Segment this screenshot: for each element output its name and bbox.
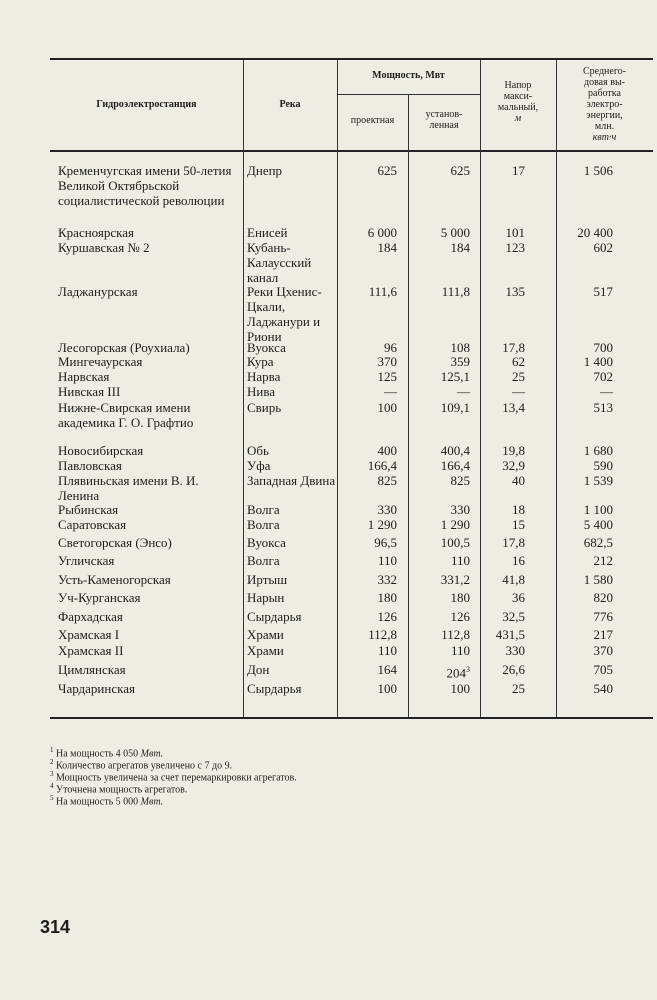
river-name: Западная Двина <box>247 473 336 488</box>
power-installed-value: 204 <box>446 665 466 681</box>
station-name: Нивская III <box>58 384 121 399</box>
footnote-unit: Мвт. <box>140 796 164 808</box>
head-max: 25 <box>512 681 525 696</box>
header-energy-line: квт·ч <box>592 132 617 143</box>
head-max: 431,5 <box>495 627 525 642</box>
header-energy-line: довая вы- <box>584 77 625 88</box>
station-name: Нарвская <box>58 369 110 384</box>
station-name: Куршавская № 2 <box>58 240 150 255</box>
power-design: 370 <box>377 354 397 369</box>
footnote-mark: 3 <box>50 770 54 778</box>
river-name: Днепр <box>247 163 283 178</box>
power-design: 180 <box>377 590 397 605</box>
river-name: Енисей <box>247 225 288 240</box>
power-design: 164 <box>377 662 397 677</box>
col-divider-3 <box>408 95 409 717</box>
head-max: 32,9 <box>502 458 525 473</box>
head-max: 135 <box>505 284 525 299</box>
header-head-line: макси- <box>503 91 533 102</box>
power-installed: 5 000 <box>440 225 470 240</box>
power-design: 100 <box>377 681 397 696</box>
head-max: 16 <box>512 553 525 568</box>
energy-output: 776 <box>593 609 613 624</box>
header-energy <box>556 66 653 143</box>
power-design: 1 290 <box>367 517 397 532</box>
header-power-installed <box>408 109 480 131</box>
power-installed: 180 <box>450 590 470 605</box>
footnote-ref: 3 <box>466 665 470 674</box>
energy-output: 517 <box>593 284 613 299</box>
header-station: Гидроэлектростанция <box>96 99 197 110</box>
footnote-text: Уточнена мощность агрегатов. <box>56 784 188 796</box>
header-head-line: мальный, <box>497 102 539 113</box>
energy-output: 1 539 <box>583 473 613 488</box>
power-installed: 825 <box>450 473 470 488</box>
power-installed: 330 <box>450 502 470 517</box>
header-energy-line: Среднего- <box>582 66 627 77</box>
station-name: Угличская <box>58 553 115 568</box>
station-name: Рыбинская <box>58 502 119 517</box>
power-design: 111,6 <box>368 284 397 299</box>
head-max: 25 <box>512 369 525 384</box>
station-name: Ладжанурская <box>58 284 138 299</box>
station-name: Лесогорская (Роухиала) <box>58 340 190 355</box>
power-design: 166,4 <box>367 458 397 473</box>
river-name: Храми <box>247 643 284 658</box>
col-divider-1 <box>243 60 244 717</box>
power-installed: 126 <box>450 609 470 624</box>
power-installed: 100,5 <box>440 535 470 550</box>
energy-output: 212 <box>593 553 613 568</box>
energy-output: 1 680 <box>583 443 613 458</box>
page-number: 314 <box>40 917 71 937</box>
header-river: Река <box>279 99 301 110</box>
station-name: Фархадская <box>58 609 123 624</box>
power-design: 184 <box>377 240 397 255</box>
river-name: Нива <box>247 384 276 399</box>
header-head-line: Напор <box>504 80 532 91</box>
power-design: 110 <box>377 643 397 658</box>
station-name: Саратовская <box>58 517 127 532</box>
power-design: 400 <box>377 443 397 458</box>
power-design: 330 <box>377 502 397 517</box>
station-name: Нижне-Свирская имени академика Г. О. Графтио <box>58 400 194 430</box>
power-design: 332 <box>377 572 397 587</box>
station-name: Плявиньская имени В. И. Ленина <box>58 473 199 503</box>
footnote-text: На мощность 4 050 <box>56 748 141 760</box>
power-installed: 112,8 <box>441 627 470 642</box>
col-divider-5 <box>556 60 557 717</box>
header-power-design: проектная <box>350 115 395 126</box>
station-name: Светогорская (Энсо) <box>58 535 172 550</box>
energy-output: 1 100 <box>583 502 613 517</box>
river-name: Вуокса <box>247 340 286 355</box>
head-max: — <box>512 384 525 399</box>
energy-output: 20 400 <box>577 225 613 240</box>
power-design: 625 <box>377 163 397 178</box>
head-max: 17 <box>512 163 525 178</box>
energy-output: 820 <box>593 590 613 605</box>
river-name: Реки Цхенис-Цкали, Ладжанури и Риони <box>247 284 322 344</box>
energy-output: 702 <box>593 369 613 384</box>
power-design: — <box>384 384 397 399</box>
power-design: 825 <box>377 473 397 488</box>
station-name: Мингечаурская <box>58 354 143 369</box>
river-name: Волга <box>247 553 280 568</box>
river-name: Нарва <box>247 369 281 384</box>
head-max: 123 <box>505 240 525 255</box>
energy-output: 700 <box>593 340 613 355</box>
power-installed: 125,1 <box>440 369 470 384</box>
power-installed: 400,4 <box>440 443 470 458</box>
energy-output: 602 <box>593 240 613 255</box>
head-max: 26,6 <box>502 662 525 677</box>
energy-output: 540 <box>593 681 613 696</box>
power-design: 125 <box>377 369 397 384</box>
power-design: 126 <box>377 609 397 624</box>
header-energy-line: энергии, <box>586 110 623 121</box>
footnote-mark: 4 <box>50 782 54 790</box>
river-name: Храми <box>247 627 284 642</box>
head-max: 13,4 <box>502 400 525 415</box>
footnote-text: Количество агрегатов увеличено с 7 до 9. <box>56 760 233 772</box>
river-name: Кубань-Калаусский канал <box>247 240 312 285</box>
head-max: 17,8 <box>502 535 525 550</box>
header-power-installed-line: ленная <box>429 120 459 131</box>
power-installed: 359 <box>450 354 470 369</box>
river-name: Иртыш <box>247 572 288 587</box>
head-max: 36 <box>512 590 525 605</box>
station-name: Усть-Каменогорская <box>58 572 171 587</box>
energy-output: 513 <box>593 400 613 415</box>
power-installed: 625 <box>450 163 470 178</box>
energy-output: 1 580 <box>583 572 613 587</box>
river-name: Сырдарья <box>247 681 302 696</box>
power-design: 96 <box>384 340 397 355</box>
energy-output: 682,5 <box>583 535 613 550</box>
station-name: Павловская <box>58 458 122 473</box>
river-name: Дон <box>247 662 270 677</box>
station-name: Новосибирская <box>58 443 144 458</box>
footnote-unit: Мвт. <box>140 748 164 760</box>
header-energy-line: электро- <box>586 99 623 110</box>
river-name: Волга <box>247 517 280 532</box>
station-name: Храмская I <box>58 627 120 642</box>
footnote-mark: 1 <box>50 746 54 754</box>
energy-output: 217 <box>593 627 613 642</box>
power-installed: 111,8 <box>441 284 470 299</box>
power-installed: 184 <box>450 240 470 255</box>
head-max: 40 <box>512 473 525 488</box>
head-max: 101 <box>505 225 525 240</box>
header-bottom-rule <box>50 150 653 152</box>
station-name: Цимлянская <box>58 662 126 677</box>
station-name: Красноярская <box>58 225 135 240</box>
power-installed: 331,2 <box>440 572 470 587</box>
head-max: 330 <box>505 643 525 658</box>
energy-output: 705 <box>593 662 613 677</box>
header-head <box>480 80 556 124</box>
power-design: 112,8 <box>368 627 397 642</box>
power-installed: 100 <box>450 681 470 696</box>
col-divider-2 <box>337 60 338 717</box>
header-power: Мощность, Мвт <box>372 70 445 81</box>
head-max: 19,8 <box>502 443 525 458</box>
river-name: Сырдарья <box>247 609 302 624</box>
river-name: Кура <box>247 354 274 369</box>
header-energy-line: млн. <box>594 121 615 132</box>
head-max: 41,8 <box>502 572 525 587</box>
footnote-text: На мощность 5 000 <box>56 796 141 808</box>
power-installed: 166,4 <box>440 458 470 473</box>
head-max: 32,5 <box>502 609 525 624</box>
energy-output: 370 <box>593 643 613 658</box>
col-divider-4 <box>480 60 481 717</box>
power-design: 96,5 <box>374 535 397 550</box>
footnote-mark: 5 <box>50 794 54 802</box>
power-installed <box>410 662 470 680</box>
power-design: 6 000 <box>367 225 397 240</box>
station-name: Кременчугская имени 50-летия Великой Октябрьской социалистической революции <box>58 163 232 208</box>
head-max: 62 <box>512 354 525 369</box>
header-energy-line: работка <box>588 88 621 99</box>
power-installed: 110 <box>450 643 470 658</box>
power-design: 100 <box>377 400 397 415</box>
energy-output: — <box>600 384 613 399</box>
power-installed: 109,1 <box>440 400 470 415</box>
energy-output: 1 400 <box>583 354 613 369</box>
station-name: Чардаринская <box>58 681 135 696</box>
station-name: Уч-Курганская <box>58 590 141 605</box>
head-max: 15 <box>512 517 525 532</box>
power-installed: 1 290 <box>440 517 470 532</box>
footnote-text: Мощность увеличена за счет перемаркировки агрегатов. <box>56 772 297 784</box>
header-head-line: м <box>514 113 522 124</box>
head-max: 18 <box>512 502 525 517</box>
power-installed: 108 <box>450 340 470 355</box>
power-design: 110 <box>377 553 397 568</box>
river-name: Вуокса <box>247 535 286 550</box>
power-installed: — <box>457 384 470 399</box>
river-name: Уфа <box>247 458 271 473</box>
power-installed: 110 <box>450 553 470 568</box>
energy-output: 1 506 <box>583 163 613 178</box>
footnote <box>50 793 163 807</box>
energy-output: 590 <box>593 458 613 473</box>
head-max: 17,8 <box>502 340 525 355</box>
river-name: Волга <box>247 502 280 517</box>
footnote-mark: 2 <box>50 758 54 766</box>
river-name: Нарын <box>247 590 285 605</box>
table-top-rule <box>50 58 653 60</box>
station-name: Храмская II <box>58 643 124 658</box>
header-power-installed-line: установ- <box>425 109 463 120</box>
river-name: Обь <box>247 443 269 458</box>
river-name: Свирь <box>247 400 282 415</box>
energy-output: 5 400 <box>583 517 613 532</box>
table-bottom-rule <box>50 717 653 719</box>
